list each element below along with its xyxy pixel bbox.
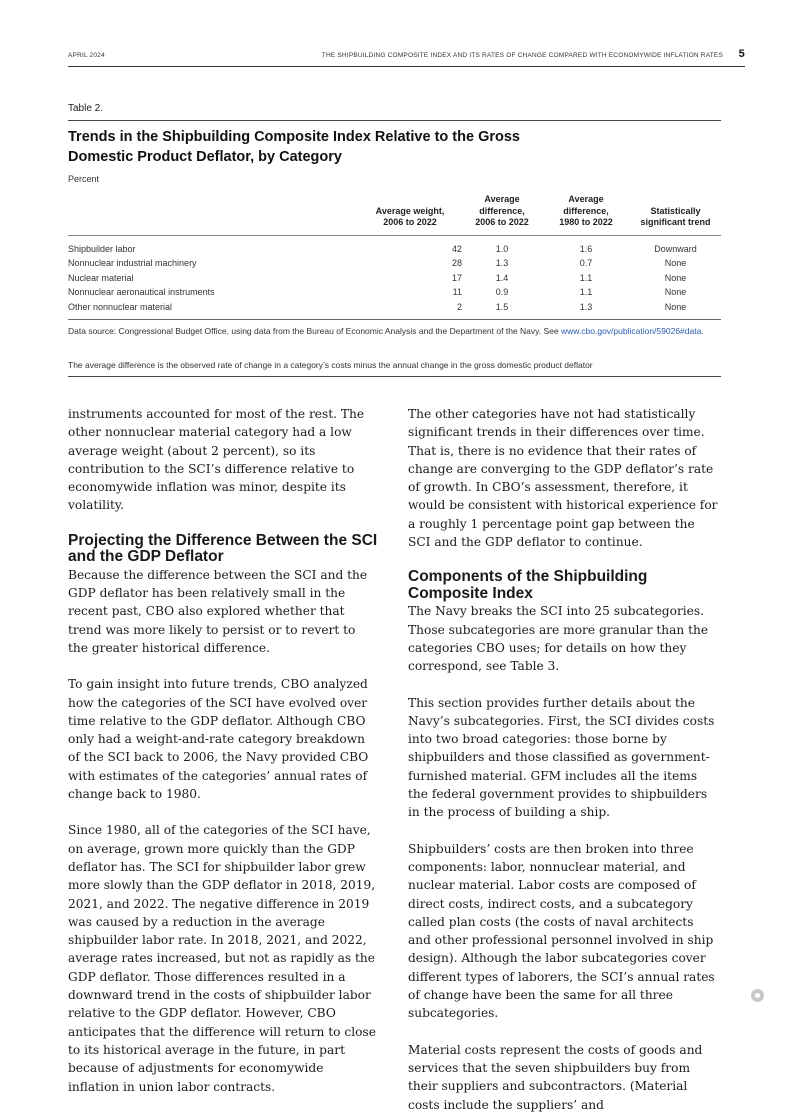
row-diff-1980: 1.6: [579, 243, 593, 254]
row-trend: None: [630, 300, 721, 320]
trends-table: [68, 194, 721, 320]
page-corner-icon: [751, 989, 764, 1002]
body-paragraph: Because the difference between the SCI and the GDP deflator has been relatively small in the recent past, CBO also explored whether that trend was more likely to persist or to revert to the greater historical difference.: [68, 567, 368, 655]
col-header-text: 2006 to 2022: [475, 217, 529, 227]
table-bottom-rule: [68, 376, 721, 377]
row-category: Nuclear material: [68, 272, 134, 283]
col-header-text: 2006 to 2022: [383, 217, 437, 227]
row-diff-1980: 0.7: [579, 258, 593, 268]
table-header-row: [68, 194, 721, 235]
body-paragraph: The other categories have not had statistically significant trends in their differences over time. That is, there is no evidence that their rates of change are converging to the GDP deflator’s rate of growth. In CBO’s assessment, therefore, it would be consistent with historical experience for a roughly 1 percentage point gap between the SCI and the GDP deflator to continue.: [408, 407, 718, 550]
body-paragraph: Since 1980, all of the categories of the SCI have, on average, grown more quickly than the GDP deflator has. The SCI for shipbuilder labor grew more slowly than the GDP deflator in 2018, 2019, 2021, and 2022. The negative difference in 2019 was caused by a reduction in the average shipbuilder labor rate. In 2018, 2021, and 2022, average rates increased, but not as rapidly as the GDP deflator. Those differences resulted in a downward trend in the costs of shipbuilder labor relative to the GDP deflator. However, CBO anticipates that the difference will return to close to its historical average in the future, in part because of adjustments for economywide inflation in union labor contracts.: [68, 823, 376, 1094]
row-diff-2006: 1.0: [495, 243, 509, 254]
right-column: [408, 405, 718, 1114]
section-heading-components: Components of the Shipbuilding Composite Index: [408, 568, 648, 602]
col-header-category: [68, 194, 358, 235]
table-row: [68, 285, 721, 300]
row-weight-cell: [358, 271, 462, 286]
row-diff-2006: 1.3: [495, 258, 509, 268]
row-weight-cell: [358, 235, 462, 256]
col-header-text: Average weight,: [375, 205, 445, 216]
col-header-text: difference,: [563, 205, 609, 216]
table-row: [68, 300, 721, 320]
header-running-title: THE SHIPBUILDING COMPOSITE INDEX AND ITS RATES OF CHANGE COMPARED WITH ECONOMYWIDE INFLATION RATES: [321, 52, 723, 59]
body-paragraph: This section provides further details about the Navy’s subcategories. First, the SCI divides costs into two broad categories: those borne by shipbuilders and those classified as government-furnished material. GFM includes all the items the federal government provides to shipbuilders in the process of building a ship.: [408, 695, 715, 820]
row-trend: None: [664, 258, 687, 268]
row-trend: None: [664, 272, 687, 283]
source-link[interactable]: www.cbo.gov/publication/59026#data: [560, 326, 702, 336]
col-header-difference-2006: [462, 194, 542, 235]
source-end: .: [701, 326, 704, 336]
row-category: Other nonnuclear material: [68, 300, 358, 320]
col-header-text: Average: [484, 194, 520, 204]
row-category: Shipbuilder labor: [68, 243, 136, 254]
source-text: Data source: Congressional Budget Office, using data from the Bureau of Economic Analysis and the Department of the Navy. See: [68, 326, 561, 336]
table-title: Trends in the Shipbuilding Composite Index Relative to the Gross Domestic Product Deflator, by Category: [68, 129, 520, 165]
row-diff-1980: 1.3: [542, 300, 630, 320]
row-weight-cell: [358, 300, 462, 320]
table-source-note: [68, 325, 718, 338]
body-paragraph: The Navy breaks the SCI into 25 subcategories. Those subcategories are more granular than the categories CBO uses; for details on how they correspond, see Table 3.: [408, 604, 709, 674]
body-paragraph: Material costs represent the costs of goods and services that the seven shipbuilders buy from their suppliers and subcontractors. (Material costs include the suppliers’ and: [408, 1042, 703, 1112]
body-paragraph: instruments accounted for most of the rest. The other nonnuclear material category had a low average weight (about 2 percent), so its contribution to the SCI’s difference relative to economywide inflation was minor, despite its volatility.: [68, 407, 365, 513]
col-header-text: Average: [568, 194, 604, 204]
section-heading-projecting: Projecting the Difference Between the SCI and the GDP Deflator: [68, 531, 378, 566]
row-diff-1980: 1.1: [579, 287, 593, 297]
left-column: [68, 405, 378, 1096]
running-header: [68, 46, 745, 67]
row-trend: Downward: [654, 243, 697, 254]
row-category: Nonnuclear aeronautical instruments: [68, 287, 215, 297]
page-number: 5: [738, 48, 745, 60]
row-diff-2006: 1.4: [495, 272, 509, 283]
col-header-text: Statistically: [650, 205, 701, 216]
row-trend: None: [664, 287, 687, 297]
row-diff-2006: 1.5: [462, 300, 542, 320]
table-row: [68, 271, 721, 286]
body-paragraph: To gain insight into future trends, CBO analyzed how the categories of the SCI have evolved over time relative to the GDP deflator. Although CBO only had a weight-and-rate category breakdown of the SCI back to 2006, the Navy provided CBO with estimates of the categories’ annual rates of change back to 1980.: [68, 677, 369, 802]
table-label: Table 2.: [68, 103, 104, 114]
table-row: [68, 235, 721, 256]
row-weight: 17: [451, 272, 462, 283]
row-weight: 11: [452, 287, 462, 297]
col-header-text: significant trend: [640, 217, 711, 227]
row-weight: 28: [451, 258, 462, 268]
row-weight: 2: [456, 301, 462, 312]
col-header-text: 1980 to 2022: [559, 217, 613, 227]
table-top-rule: [68, 120, 721, 121]
col-header-difference-1980: [542, 194, 630, 235]
col-header-average-weight: [358, 194, 462, 235]
row-diff-1980: 1.1: [579, 272, 593, 283]
header-date: APRIL 2024: [68, 52, 105, 59]
row-weight: 42: [451, 243, 462, 254]
row-category: Nonnuclear industrial machinery: [68, 258, 197, 268]
row-weight-cell: [358, 285, 462, 300]
row-diff-2006: 0.9: [495, 287, 509, 297]
table-definition-note: The average difference is the observed rate of change in a category’s costs minus the annual change in the gross domestic product deflator: [68, 360, 593, 370]
table-row: [68, 256, 721, 271]
col-header-trend: [630, 194, 721, 235]
col-header-text: difference,: [479, 205, 525, 216]
table-units: Percent: [68, 174, 100, 184]
body-paragraph: Shipbuilders’ costs are then broken into three components: labor, nonnuclear material, and nuclear material. Labor costs are composed of direct costs, indirect costs, and a subcategory called plan costs (the costs of naval architects and other professional personnel involved in ship design). Although the labor subcategories cover different types of laborers, the SCI’s annual rates of change have been the same for all three subcategories.: [408, 841, 715, 1021]
row-weight-cell: [358, 256, 462, 271]
